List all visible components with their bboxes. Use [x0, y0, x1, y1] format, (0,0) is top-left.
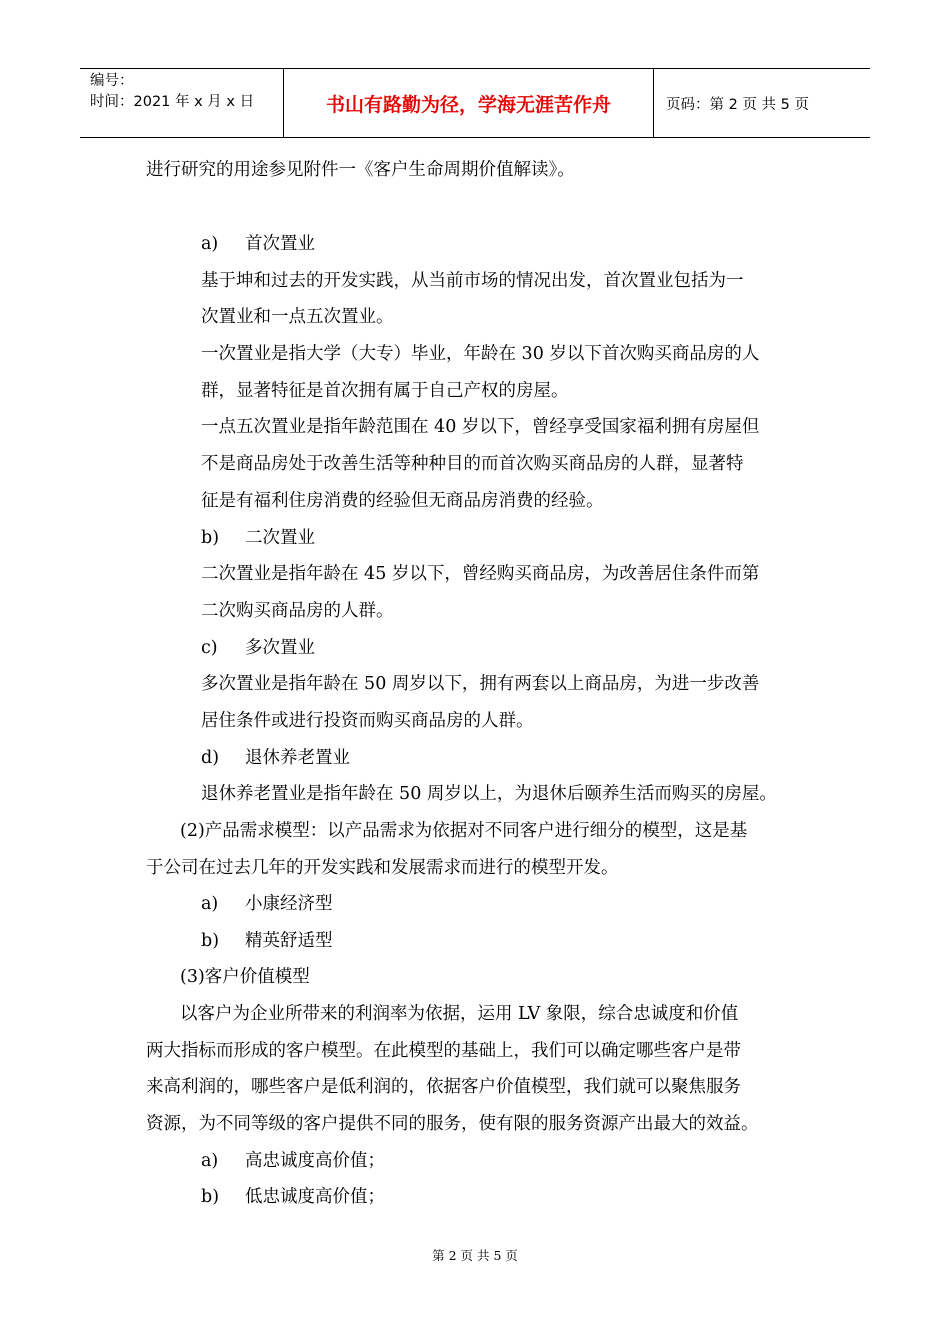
paragraph-line: 以客户为企业所带来的利润率为依据，运用 LV 象限，综合忠诚度和价值 — [180, 1004, 739, 1024]
paragraph-line: 二次置业是指年龄在 45 岁以下，曾经购买商品房，为改善居住条件而第 — [201, 564, 760, 584]
section-heading: (3)客户价值模型 — [180, 967, 310, 987]
paragraph-line: 两大指标而形成的客户模型。在此模型的基础上，我们可以确定哪些客户是带 — [146, 1041, 741, 1061]
item-label: b) — [201, 1187, 220, 1207]
item-label: b) — [201, 528, 220, 548]
item-label: a) — [201, 894, 219, 914]
item-title: 高忠诚度高价值； — [245, 1151, 385, 1171]
item-title: 多次置业 — [245, 638, 315, 658]
list-item — [201, 929, 333, 953]
list-item — [201, 746, 350, 770]
item-title: 退休养老置业 — [245, 748, 350, 768]
document-header — [80, 68, 870, 138]
document-number-label: 编号： — [90, 73, 134, 89]
paragraph-line: 不是商品房处于改善生活等种种目的而首次购买商品房的人群，显著特 — [201, 454, 744, 474]
intro-line: 进行研究的用途参见附件一《客户生命周期价值解读》。 — [146, 160, 575, 180]
paragraph-line: 退休养老置业是指年龄在 50 周岁以上，为退休后颐养生活而购买的房屋。 — [201, 784, 777, 804]
item-label: d) — [201, 748, 220, 768]
paragraph-line: 资源，为不同等级的客户提供不同的服务，使有限的服务资源产出最大的效益。 — [146, 1114, 759, 1134]
paragraph-line: 基于坤和过去的开发实践，从当前市场的情况出发，首次置业包括为一 — [201, 271, 744, 291]
paragraph-line: 次置业和一点五次置业。 — [201, 307, 394, 327]
section-heading-line: (2)产品需求模型：以产品需求为依据对不同客户进行细分的模型，这是基 — [180, 821, 748, 841]
item-label: b) — [201, 931, 220, 951]
header-meta — [80, 69, 283, 137]
page-footer: 第 2 页 共 5 页 — [432, 1248, 518, 1263]
paragraph-line: 一点五次置业是指年龄范围在 40 岁以下，曾经享受国家福利拥有房屋但 — [201, 417, 760, 437]
item-title: 精英舒适型 — [245, 931, 333, 951]
paragraph-line: 征是有福利住房消费的经验但无商品房消费的经验。 — [201, 491, 604, 511]
item-title: 低忠诚度高价值； — [245, 1187, 385, 1207]
paragraph-line: 居住条件或进行投资而购买商品房的人群。 — [201, 711, 534, 731]
paragraph-line: 于公司在过去几年的开发实践和发展需求而进行的模型开发。 — [146, 858, 619, 878]
paragraph-line: 一次置业是指大学（大专）毕业，年龄在 30 岁以下首次购买商品房的人 — [201, 344, 760, 364]
paragraph-line: 多次置业是指年龄在 50 周岁以下，拥有两套以上商品房，为进一步改善 — [201, 674, 760, 694]
item-label: a) — [201, 1151, 219, 1171]
list-item — [201, 232, 315, 256]
item-title: 首次置业 — [245, 234, 315, 254]
item-title: 小康经济型 — [245, 894, 333, 914]
item-label: c) — [201, 638, 218, 658]
list-item — [201, 636, 315, 660]
list-item — [201, 892, 333, 916]
item-label: a) — [201, 234, 219, 254]
header-page-number: 页码：第 2 页 共 5 页 — [666, 96, 809, 113]
header-slogan: 书山有路勤为径，学海无涯苦作舟 — [283, 69, 654, 137]
item-title: 二次置业 — [245, 528, 315, 548]
paragraph-line: 群，显著特征是首次拥有属于自己产权的房屋。 — [201, 381, 569, 401]
paragraph-line: 二次购买商品房的人群。 — [201, 601, 394, 621]
list-item — [201, 526, 315, 550]
document-time-label: 时间：2021 年 x 月 x 日 — [90, 94, 255, 110]
list-item — [201, 1149, 385, 1173]
paragraph-line: 来高利润的，哪些客户是低利润的，依据客户价值模型，我们就可以聚焦服务 — [146, 1077, 741, 1097]
list-item — [201, 1185, 385, 1209]
